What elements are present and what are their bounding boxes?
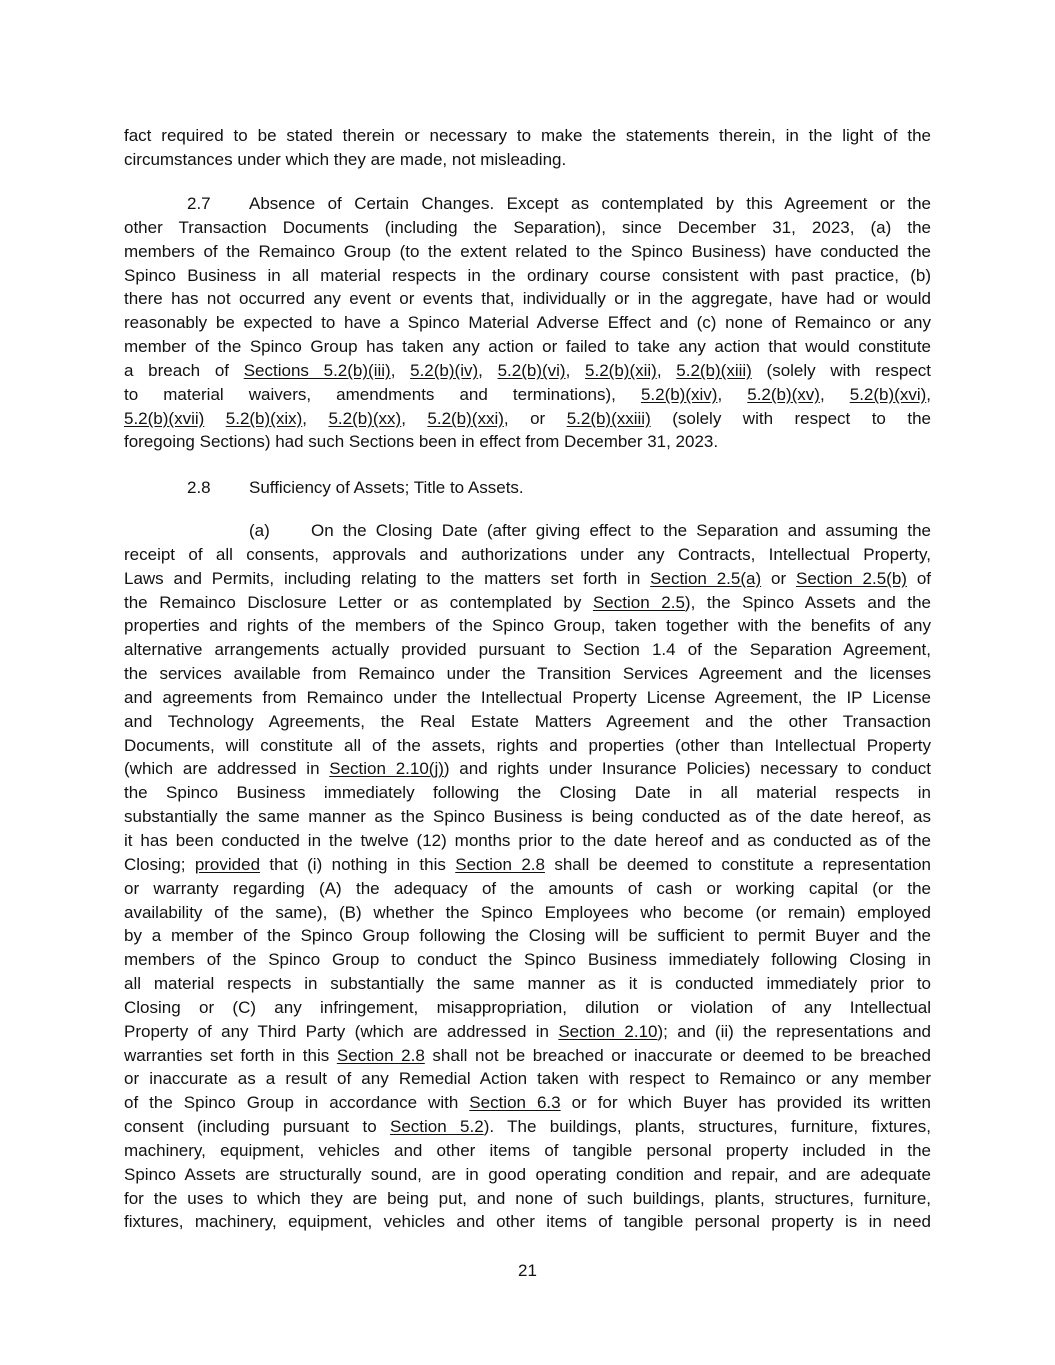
section-heading: Sufficiency of Assets; Title to Assets. — [249, 478, 524, 497]
section-number: 2.8 — [187, 478, 211, 497]
text-run: or — [761, 568, 796, 588]
text-line — [124, 311, 931, 335]
text-line — [124, 192, 931, 216]
text-run: fact required to be stated therein or necessary to make the statements therein, in the light of the — [124, 126, 931, 145]
text-run: receipt of all consents, approvals and authorizations under any Contracts, Intellectual Property, — [124, 544, 931, 564]
text-run: , — [302, 408, 329, 428]
text-line — [124, 359, 931, 383]
text-run: all material respects in substantially the same manner as it is conducted immediately prior to — [124, 974, 931, 994]
text-run: (solely with respect — [751, 360, 932, 380]
text-line — [124, 638, 931, 662]
text-run: for the uses to which they are being put, and none of such buildings, plants, structures, furniture, — [124, 1188, 931, 1208]
text-run: Laws and Permits, including relating to the matters set forth in — [124, 568, 651, 588]
text-line — [124, 877, 931, 901]
text-run: to material waivers, amendments and terminations), — [124, 384, 641, 404]
text-line — [124, 924, 931, 948]
text-run: ), the Spinco Assets and the — [684, 592, 932, 612]
section-reference-link[interactable]: Section 2.5(b) — [795, 568, 907, 588]
text-run: it has been conducted in the twelve (12) months prior to the date hereof and as conducted as of the — [124, 830, 931, 850]
text-line — [124, 1044, 931, 1068]
section-reference-link[interactable]: 5.2(b)(xv) — [747, 384, 820, 404]
text-run: that (i) nothing in this — [260, 854, 456, 874]
text-run: and agreements from Remainco under the Intellectual Property License Agreement, the IP License — [124, 687, 931, 707]
text-line — [124, 948, 931, 972]
text-run: , — [717, 384, 748, 404]
page-number: 21 — [518, 1261, 537, 1280]
text-line — [124, 805, 931, 829]
section-reference-link[interactable]: Sections 5.2(b)(iii) — [243, 360, 391, 380]
text-line — [124, 240, 931, 264]
text-run: of — [906, 568, 932, 588]
text-run — [204, 409, 225, 428]
text-run: Spinco Business in all material respects in the ordinary course consistent with past practice, (b) — [124, 265, 931, 285]
section-reference-link[interactable]: Section 2.8 — [455, 854, 545, 874]
section-reference-link[interactable]: 5.2(b)(xiii) — [676, 360, 752, 380]
text-run: ); and (ii) the representations and — [657, 1021, 932, 1041]
text-run: or warranty regarding (A) the adequacy of the amounts of cash or working capital (or the — [124, 878, 931, 898]
text-line — [124, 335, 931, 359]
section-reference-link[interactable]: 5.2(b)(xxiii) — [566, 408, 651, 428]
text-run: of the Spinco Group in accordance with — [124, 1093, 470, 1113]
section-reference-link[interactable]: Section 2.8 — [336, 1045, 425, 1065]
text-run: , — [478, 360, 498, 380]
text-line — [124, 996, 931, 1020]
text-run: foregoing Sections) had such Sections been in effect from December 31, 2023. — [124, 432, 719, 452]
text-line — [124, 591, 931, 615]
section-reference-link[interactable]: provided — [194, 854, 261, 874]
text-line — [124, 853, 931, 877]
section-reference-link[interactable]: 5.2(b)(xiv) — [640, 384, 718, 404]
text-run: Closing; — [124, 854, 195, 874]
text-line — [124, 407, 931, 431]
section-reference-link[interactable]: 5.2(b)(xii) — [585, 360, 657, 380]
text-run: ) and rights under Insurance Policies) necessary to conduct — [443, 759, 931, 779]
text-run: alternative arrangements actually provided pursuant to Section 1.4 of the Separation Agreement, — [124, 640, 931, 660]
text-run: (which are addressed in — [124, 759, 330, 779]
text-line — [124, 710, 931, 734]
text-line — [124, 567, 931, 591]
text-line — [124, 1139, 931, 1163]
text-line — [124, 264, 931, 288]
text-run: member of the Spinco Group has taken any action or failed to take any action that would constitute — [124, 337, 931, 357]
text-line — [124, 287, 931, 311]
text-line — [124, 216, 931, 240]
text-run: shall be deemed to constitute a representation — [544, 854, 932, 874]
text-run: the Spinco Business immediately following the Closing Date in all material respects in — [124, 783, 931, 803]
section-reference-link[interactable]: Section 2.5(a) — [650, 568, 762, 588]
paragraph-continuation — [124, 124, 931, 172]
section-2-8-heading — [124, 476, 931, 500]
text-line — [124, 662, 931, 686]
text-run: , — [401, 408, 428, 428]
text-run: Documents, will constitute all of the assets, rights and properties (other than Intellectual Property — [124, 735, 931, 755]
text-line — [124, 614, 931, 638]
text-line — [124, 124, 931, 148]
text-line — [124, 686, 931, 710]
text-run: Closing or (C) any infringement, misappropriation, dilution or violation of any Intellectual — [124, 997, 931, 1017]
text-run: ). The buildings, plants, structures, furniture, fixtures, — [483, 1117, 931, 1137]
text-run: availability of the same), (B) whether the Spinco Employees who become (or remain) employed — [124, 902, 931, 922]
text-run: members of the Remainco Group (to the extent related to the Spinco Business) have conducted the — [124, 241, 931, 261]
text-run: by a member of the Spinco Group following the Closing will be sufficient to permit Buyer and the — [124, 926, 931, 946]
text-run: , — [819, 384, 850, 404]
text-run: members of the Spinco Group to conduct the Spinco Business immediately following Closing in — [124, 950, 931, 970]
text-run: a breach of — [124, 360, 244, 380]
text-line — [124, 829, 931, 853]
text-run: there has not occurred any event or events that, individually or in the aggregate, have had or would — [124, 289, 931, 309]
text-run: Property of any Third Party (which are addressed in — [124, 1021, 559, 1041]
section-reference-link[interactable]: 5.2(b)(xx) — [328, 408, 402, 428]
text-run: , — [565, 360, 586, 380]
text-run: reasonably be expected to have a Spinco Material Adverse Effect and (c) none of Remainco or any — [124, 313, 931, 333]
section-reference-link[interactable]: 5.2(b)(xvi) — [849, 384, 927, 404]
text-line — [124, 383, 931, 407]
text-line — [124, 1091, 931, 1115]
section-reference-link[interactable]: Section 6.3 — [469, 1093, 561, 1113]
text-line — [124, 1067, 931, 1091]
text-line — [124, 1020, 931, 1044]
text-run: other Transaction Documents (including the Separation), since December 31, 2023, (a) the — [124, 217, 931, 237]
text-line — [124, 1163, 931, 1187]
text-run: circumstances under which they are made, not misleading. — [124, 149, 567, 169]
text-line — [124, 1115, 931, 1139]
text-line — [124, 734, 931, 758]
section-2-7 — [124, 192, 931, 454]
text-run: consent (including pursuant to — [124, 1117, 391, 1137]
section-reference-link[interactable]: Section 2.10(j) — [329, 759, 444, 779]
text-run: properties and rights of the members of the Spinco Group, taken together with the benefits of any — [124, 616, 931, 636]
section-2-8-a — [124, 519, 931, 1234]
text-run: On the Closing Date (after giving effect to the Separation and assuming the — [311, 521, 931, 540]
text-line — [124, 1187, 931, 1211]
text-run: or for which Buyer has provided its written — [560, 1093, 931, 1113]
text-line — [124, 972, 931, 996]
section-reference-link[interactable]: Section 5.2 — [390, 1117, 484, 1137]
text-run: Spinco Assets are structurally sound, are in good operating condition and repair, and are adequate — [124, 1164, 931, 1184]
section-reference-link[interactable]: 5.2(b)(iv) — [410, 360, 479, 380]
text-line — [124, 430, 931, 454]
section-reference-link[interactable]: 5.2(b)(xix) — [225, 408, 303, 428]
text-run: substantially the same manner as the Spinco Business is being conducted as of the date hereof, as — [124, 807, 931, 827]
section-number: 2.7 — [187, 194, 211, 213]
text-run: the services available from Remainco under the Transition Services Agreement and the licenses — [124, 664, 931, 684]
text-run: fixtures, machinery, equipment, vehicles and other items of tangible personal property is in need — [124, 1212, 931, 1232]
text-run: (solely with respect to the — [650, 408, 931, 428]
text-line — [124, 519, 931, 543]
text-run: , or — [503, 408, 567, 428]
text-run: the Remainco Disclosure Letter or as contemplated by — [124, 592, 593, 612]
text-run: or inaccurate as a result of any Remedial Action taken with respect to Remainco or any member — [124, 1069, 931, 1089]
text-run: machinery, equipment, vehicles and other items of tangible personal property included in the — [124, 1140, 931, 1160]
text-run: , — [656, 360, 677, 380]
text-run: , — [926, 384, 931, 404]
text-run: shall not be breached or inaccurate or deemed to be breached — [424, 1045, 931, 1065]
subsection-label: (a) — [249, 521, 270, 540]
text-run: , — [390, 360, 411, 380]
section-reference-link[interactable]: 5.2(b)(xxi) — [427, 408, 504, 428]
text-line — [124, 781, 931, 805]
section-reference-link[interactable]: 5.2(b)(xvii) — [124, 408, 205, 428]
text-run: Absence of Certain Changes. Except as contemplated by this Agreement or the — [249, 194, 931, 213]
text-run: and Technology Agreements, the Real Estate Matters Agreement and the other Transaction — [124, 711, 931, 731]
section-reference-link[interactable]: Section 2.10 — [558, 1021, 658, 1041]
section-reference-link[interactable]: 5.2(b)(vi) — [497, 360, 566, 380]
text-line — [124, 757, 931, 781]
text-run: warranties set forth in this — [124, 1045, 337, 1065]
text-line — [124, 543, 931, 567]
text-line — [124, 148, 931, 172]
section-reference-link[interactable]: Section 2.5 — [592, 592, 685, 612]
text-line — [124, 1210, 931, 1234]
text-line — [124, 901, 931, 925]
